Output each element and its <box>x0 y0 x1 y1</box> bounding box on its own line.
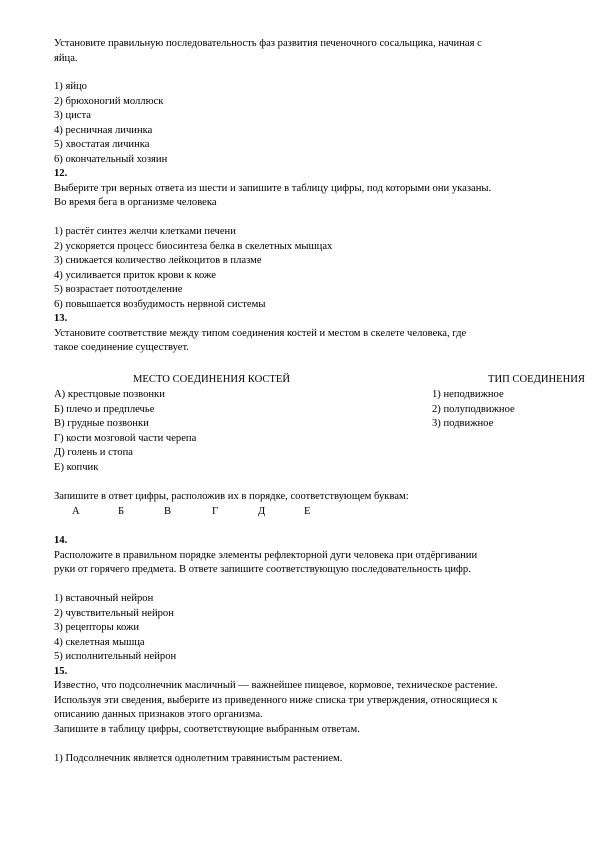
q15-prompt-line: описанию данных признаков этого организма. <box>54 709 263 720</box>
q13-left-item: Г) кости мозговой части черепа <box>54 433 197 444</box>
q14-prompt-line: Расположите в правильном порядке элементы рефлекторной дуги человека при отдёргивании <box>54 550 478 561</box>
answer-letter: А <box>72 506 80 517</box>
q11-option: 4) ресничная личинка <box>54 125 153 136</box>
q12-option: 5) возрастает потоотделение <box>54 284 183 295</box>
q12-option: 1) растёт синтез желчи клетками печени <box>54 226 236 237</box>
q14-option: 5) исполнительный нейрон <box>54 651 177 662</box>
q14-prompt-line: руки от горячего предмета. В ответе запишите соответствующую последовательность цифр. <box>54 564 471 575</box>
q11-prompt-line: яйца. <box>54 53 78 64</box>
q13-right-column-header: ТИП СОЕДИНЕНИЯ <box>488 374 585 385</box>
q13-left-item: Д) голень и стопа <box>54 447 133 458</box>
q15-option: 1) Подсолнечник является однолетним травянистым растением. <box>54 753 343 764</box>
q13-right-item: 3) подвижное <box>432 418 494 429</box>
q11-option: 5) хвостатая личинка <box>54 139 150 150</box>
q14-option: 3) рецепторы кожи <box>54 622 139 633</box>
q13-right-item: 1) неподвижное <box>432 389 504 400</box>
q12-option: 3) снижается количество лейкоцитов в плазме <box>54 255 262 266</box>
q12-option: 4) усиливается приток крови к коже <box>54 270 216 281</box>
q13-left-item: А) крестцовые позвонки <box>54 389 165 400</box>
q13-left-column-header: МЕСТО СОЕДИНЕНИЯ КОСТЕЙ <box>133 374 291 385</box>
q14-number: 14. <box>54 535 68 546</box>
q11-prompt-line: Установите правильную последовательность фаз развития печеночного сосальщика, начиная с <box>54 38 482 49</box>
q13-prompt-line: такое соединение существует. <box>54 342 189 353</box>
q12-prompt-line: Во время бега в организме человека <box>54 197 217 208</box>
answer-letter: Е <box>304 506 311 517</box>
q12-option: 6) повышается возбудимость нервной системы <box>54 299 266 310</box>
q13-left-item: Е) копчик <box>54 462 99 473</box>
q13-answer-instruction: Запишите в ответ цифры, расположив их в порядке, соответствующем буквам: <box>54 491 409 502</box>
q11-option: 6) окончательный хозяин <box>54 154 168 165</box>
q14-option: 4) скелетная мышца <box>54 637 145 648</box>
q11-option: 1) яйцо <box>54 81 87 92</box>
q14-option: 1) вставочный нейрон <box>54 593 154 604</box>
q12-number: 12. <box>54 168 68 179</box>
q15-prompt-line: Используя эти сведения, выберите из приведенного ниже списка три утверждения, относящиеся к <box>54 695 498 706</box>
answer-letter: Д <box>258 506 266 517</box>
q11-option: 2) брюхоногий моллюск <box>54 96 164 107</box>
q14-option: 2) чувствительный нейрон <box>54 608 174 619</box>
answer-letter: Б <box>118 506 125 517</box>
q12-option: 2) ускоряется процесс биосинтеза белка в скелетных мышцах <box>54 241 333 252</box>
q15-prompt-line: Запишите в таблицу цифры, соответствующие выбранным ответам. <box>54 724 360 735</box>
q11-option: 3) циста <box>54 110 91 121</box>
q12-prompt-line: Выберите три верных ответа из шести и запишите в таблицу цифры, под которыми они указаны. <box>54 183 492 194</box>
answer-letter: Г <box>212 506 219 517</box>
q13-left-item: Б) плечо и предплечье <box>54 404 155 415</box>
q13-right-item: 2) полуподвижное <box>432 404 515 415</box>
q13-left-item: В) грудные позвонки <box>54 418 149 429</box>
answer-letter: В <box>164 506 172 517</box>
q15-number: 15. <box>54 666 68 677</box>
q13-number: 13. <box>54 313 68 324</box>
q15-prompt-line: Известно, что подсолнечник масличный — важнейшее пищевое, кормовое, техническое растение. <box>54 680 498 691</box>
q13-prompt-line: Установите соответствие между типом соединения костей и местом в скелете человека, где <box>54 328 467 339</box>
